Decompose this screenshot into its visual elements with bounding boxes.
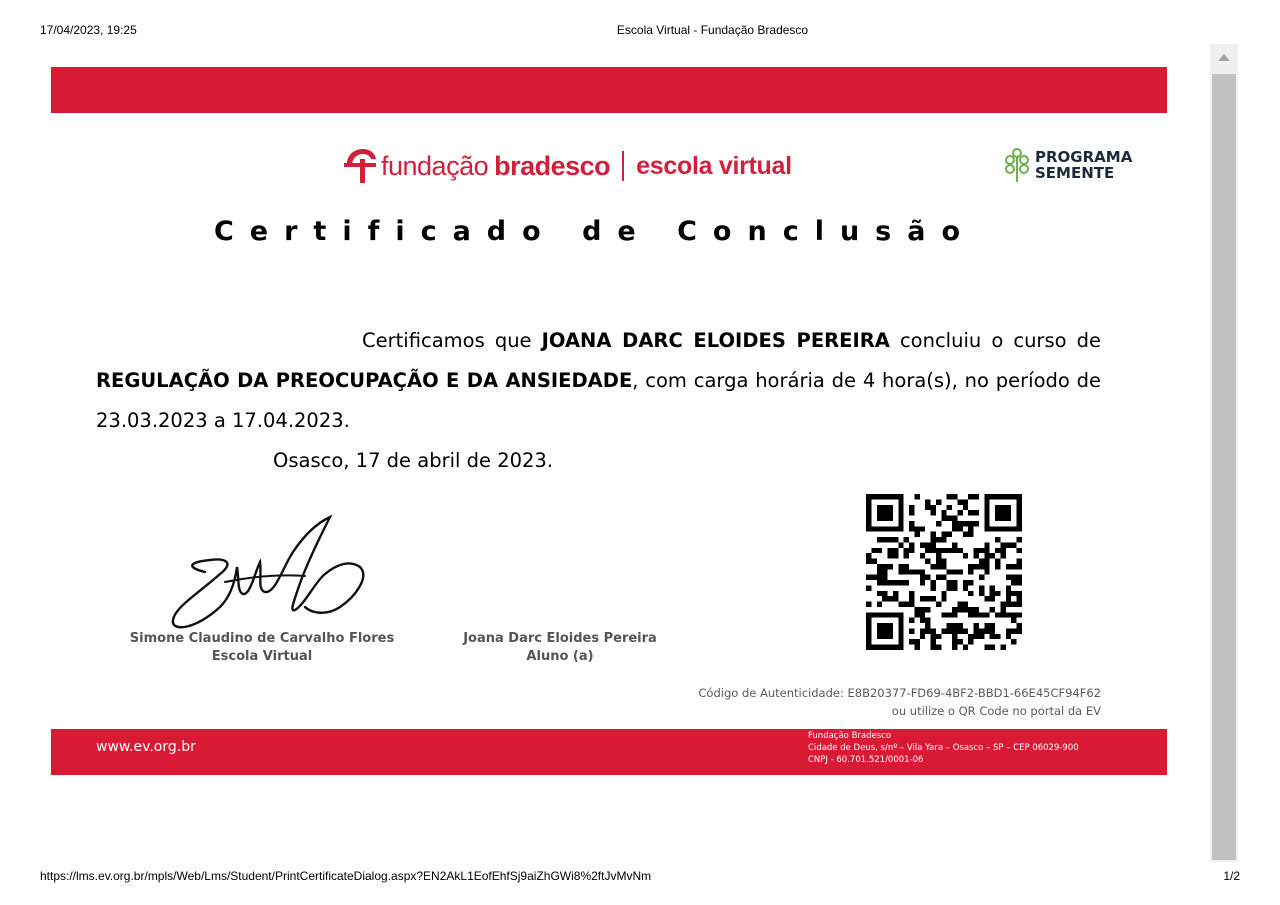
certificate-body (96, 321, 1101, 441)
print-footer-url: https://lms.ev.org.br/mpls/Web/Lms/Student/PrintCertificateDialog.aspx?EN2AkL1EofEhfSj9aiZhGWi8%2ftJvMvNm (40, 869, 652, 883)
website-link[interactable]: www.ev.org.br (96, 739, 196, 755)
vertical-scrollbar[interactable] (1210, 44, 1238, 862)
fundacao-bradesco-logo (343, 144, 792, 188)
authenticity-code: Código de Autenticidade: E8B20377-FD69-4BF2-BBD1-66E45CF94F62 (698, 686, 1101, 700)
semente-line2: SEMENTE (1035, 164, 1115, 182)
signer1-name: Simone Claudino de Carvalho Flores (129, 631, 395, 646)
programa-semente-logo (1004, 148, 1132, 182)
signer2-name: Joana Darc Eloides Pereira (463, 631, 657, 646)
logo-text-fundacao: fundação (381, 150, 489, 181)
student-name: JOANA DARC ELOIDES PEREIRA (541, 329, 890, 352)
certificate-title: Certificado de Conclusão (213, 216, 977, 247)
org-cnpj: CNPJ - 60.701.521/0001-06 (808, 755, 924, 765)
logo-text-bradesco: bradesco (494, 150, 611, 181)
signer1-block (112, 630, 412, 666)
logo-divider (622, 151, 624, 181)
scroll-thumb[interactable] (1212, 74, 1236, 860)
print-header-datetime: 17/04/2023, 19:25 (40, 23, 137, 37)
handwritten-signature (165, 512, 375, 637)
cert-details: , com carga horária de 4 hora(s), no período de 23.03.2023 a 17.04.2023. (96, 369, 1101, 432)
cert-intro: Certificamos que (362, 329, 542, 352)
signer2-role: Aluno (a) (526, 649, 594, 664)
logo-text-escola-virtual: escola virtual (636, 151, 792, 180)
seedling-icon (1004, 148, 1030, 182)
signer2-block (425, 630, 695, 666)
org-address: Cidade de Deus, s/nº – Vila Yara – Osasco – SP – CEP 06029-900 (808, 743, 1079, 753)
organization-address (808, 730, 1079, 766)
cert-mid: concluiu o curso de (889, 329, 1101, 352)
semente-text (1035, 149, 1132, 181)
semente-line1: PROGRAMA (1035, 148, 1133, 166)
signer1-role: Escola Virtual (211, 649, 313, 664)
course-name: REGULAÇÃO DA PREOCUPAÇÃO E DA ANSIEDADE (96, 369, 633, 392)
place-and-date: Osasco, 17 de abril de 2023. (273, 449, 554, 472)
bradesco-tree-logo-icon (343, 146, 377, 186)
top-red-band (51, 67, 1167, 113)
chevron-up-icon (1218, 54, 1230, 61)
print-header-title: Escola Virtual - Fundação Bradesco (616, 23, 809, 37)
print-footer-page: 1/2 (1223, 869, 1240, 883)
org-name: Fundação Bradesco (808, 731, 892, 741)
authenticity-block (698, 684, 1101, 720)
qr-code-image (866, 494, 1022, 650)
scroll-up-button[interactable] (1210, 44, 1238, 72)
qr-hint: ou utilize o QR Code no portal da EV (891, 704, 1101, 718)
